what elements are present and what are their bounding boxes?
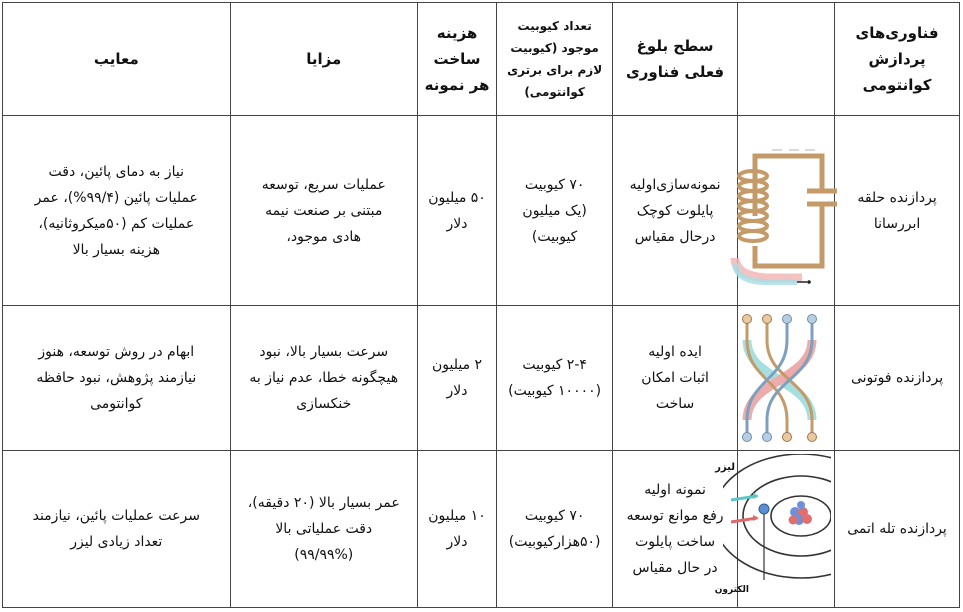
cell-cost: ۱۰ میلیون دلار [417, 450, 496, 607]
cell-qubits: ۷۰ کیوبیت (یک میلیون کیوبیت) [497, 116, 613, 306]
cell-qubits: ۷۰ کیوبیت (۵۰هزارکیوبیت) [497, 450, 613, 607]
cell-disadvantages: سرعت عملیات پائین، نیازمند تعداد زیادی لیزر [3, 450, 231, 607]
cell-disadvantages: ابهام در روش توسعه، هنوز نیازمند پژوهش، نبود حافظه کوانتومی [3, 306, 231, 450]
cell-image [738, 306, 835, 450]
table-row [3, 450, 960, 607]
laser-label: لیزر [715, 461, 736, 473]
table-row [3, 116, 960, 306]
header-technology: فناوری‌های پردازش کوانتومی [835, 3, 960, 116]
cell-qubits: ۲-۴ کیوبیت (۱۰۰۰۰ کیوبیت) [497, 306, 613, 450]
photonic-braid-image [727, 310, 831, 446]
header-qubits: تعداد کیوبیت موجود (کیوبیت لازم برای برتری کوانتومی) [497, 3, 613, 116]
header-cost: هزینه ساخت هر نمونه [417, 3, 496, 116]
cell-disadvantages: نیاز به دمای پائین، دقت عملیات پائین (۹۹/۴%)، عمر عملیات کم (۵۰میکروثانیه)، هزینه بسیار بالا [3, 116, 231, 306]
comparison-table [2, 2, 960, 608]
header-disadvantages: معایب [3, 3, 231, 116]
table-row [3, 306, 960, 450]
header-maturity: سطح بلوغ فعلی فناوری [613, 3, 738, 116]
cell-maturity: نمونه اولیه رفع موانع توسعه ساخت پایلوت در حال مقیاس [613, 450, 738, 607]
electron-label: الکترون [714, 584, 750, 595]
cell-technology: پردازنده فوتونی [835, 306, 960, 450]
cell-cost: ۵۰ میلیون دلار [417, 116, 496, 306]
cell-maturity: نمونه‌سازی‌اولیه پایلوت کوچک درحال مقیاس [613, 116, 738, 306]
cell-maturity: ایده اولیه اثبات امکان ساخت [613, 306, 738, 450]
cell-image [738, 116, 835, 306]
cell-advantages: عمر بسیار بالا (۲۰ دقیقه)، دقت عملیاتی بالا (۹۹/۹۹%) [230, 450, 417, 607]
header-image [738, 3, 835, 116]
cell-technology: پردازنده حلقه ابررسانا [835, 116, 960, 306]
superconducting-loop-image [727, 136, 831, 286]
cell-image [714, 450, 835, 607]
cell-advantages: سرعت بسیار بالا، نبود هیچگونه خطا، عدم نیاز به خنکسازی [230, 306, 417, 450]
cell-advantages: عملیات سریع، توسعه مبتنی بر صنعت نیمه هادی موجود، [230, 116, 417, 306]
header-row [3, 3, 960, 116]
atom-trap-image [714, 454, 831, 604]
header-advantages: مزایا [230, 3, 417, 116]
cell-cost: ۲ میلیون دلار [417, 306, 496, 450]
cell-technology: پردازنده تله اتمی [835, 450, 960, 607]
